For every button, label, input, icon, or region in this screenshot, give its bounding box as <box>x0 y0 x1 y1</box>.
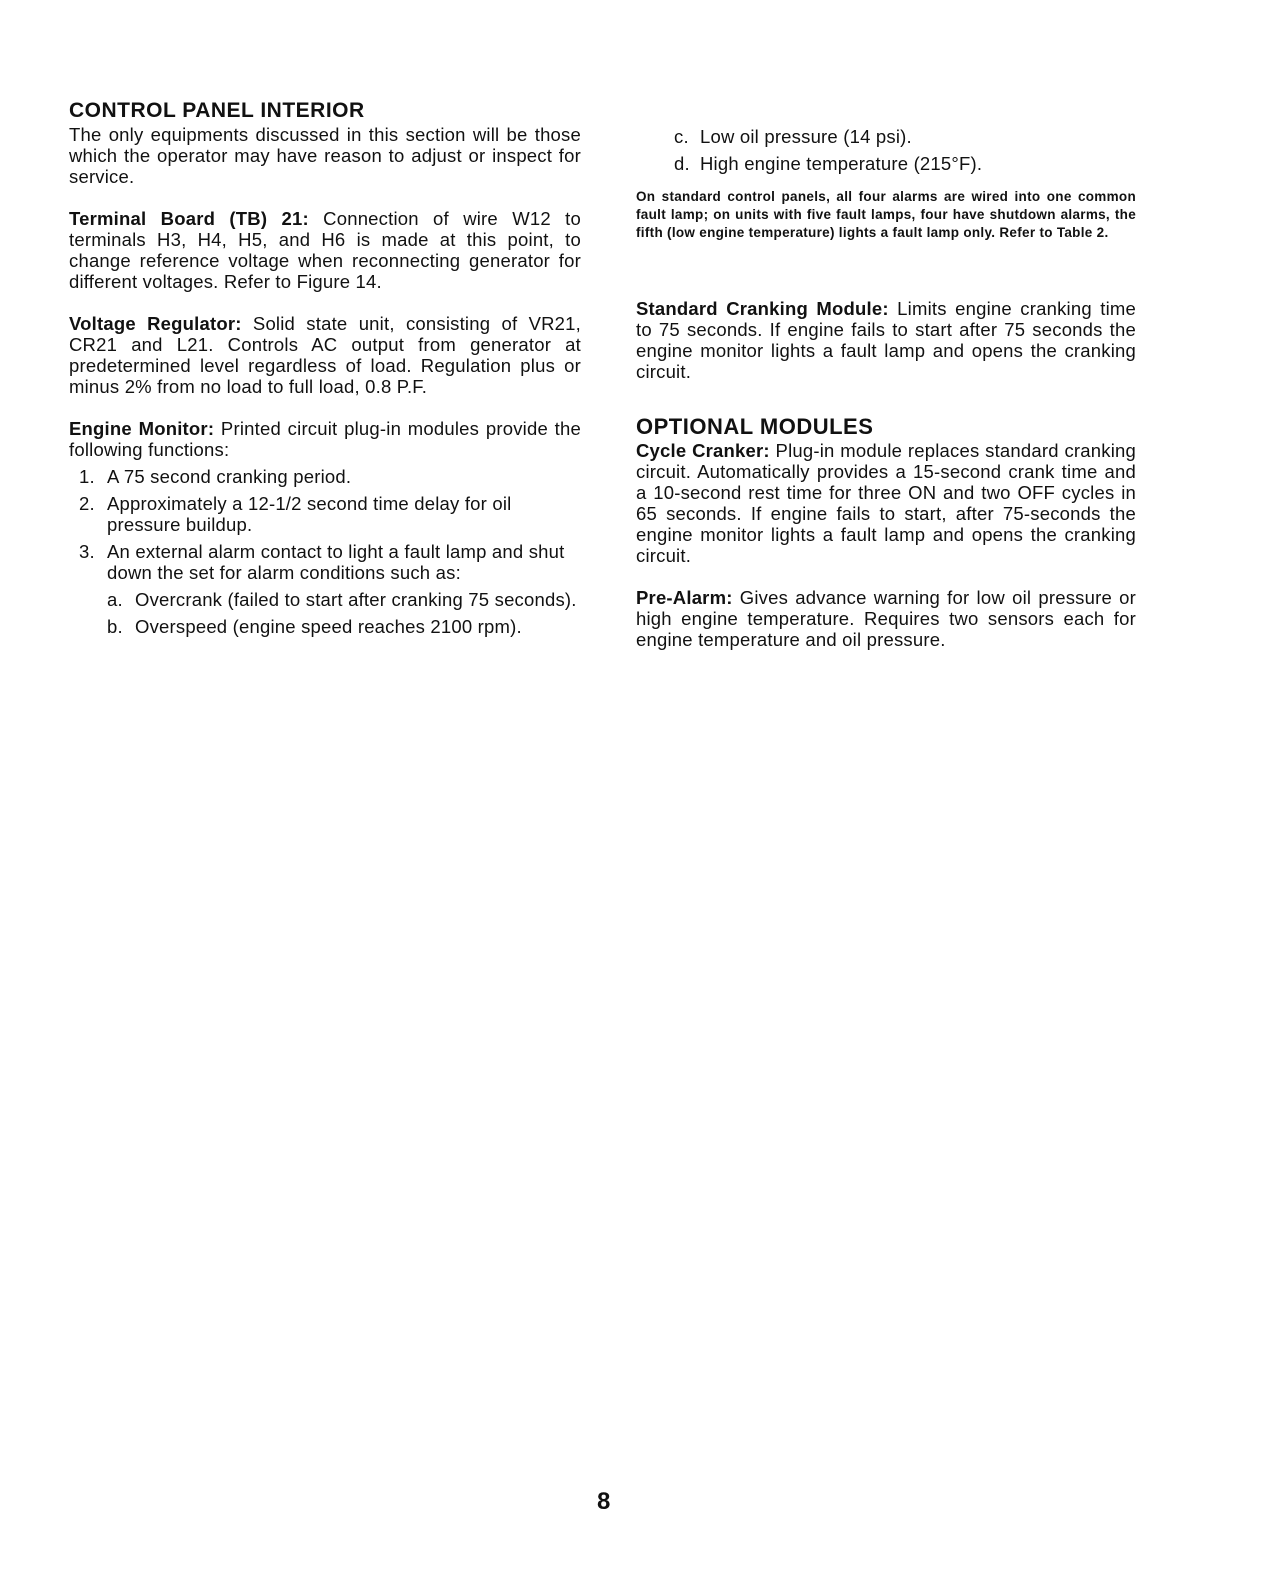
standard-cranking-paragraph <box>636 298 1136 382</box>
list-item-letter: b. <box>107 616 123 637</box>
voltage-regulator-paragraph <box>69 313 581 397</box>
list-item-text: Low oil pressure (14 psi). <box>700 126 912 147</box>
cycle-cranker-label: Cycle Cranker: <box>636 440 770 461</box>
list-item-text: Overcrank (failed to start after cranking 75 seconds). <box>135 589 577 610</box>
engine-monitor-text: Printed circuit plug-in modules provide the following functions: <box>69 418 581 460</box>
terminal-board-label: Terminal Board (TB) 21: <box>69 208 309 229</box>
terminal-board-paragraph <box>69 208 581 292</box>
cycle-cranker-paragraph <box>636 440 1136 566</box>
list-item <box>69 493 581 535</box>
list-item-letter: c. <box>674 126 689 147</box>
list-item <box>69 616 581 637</box>
list-item <box>636 153 1136 174</box>
list-item-text: High engine temperature (215°F). <box>700 153 983 174</box>
pre-alarm-label: Pre-Alarm: <box>636 587 733 608</box>
list-item-text: Approximately a 12-1/2 second time delay for oil pressure buildup. <box>107 493 512 535</box>
list-item-letter: d. <box>674 153 690 174</box>
pre-alarm-text: Gives advance warning for low oil pressure or high engine temperature. Requires two sensors each for engine temperature and oil pressure. <box>636 587 1136 650</box>
engine-monitor-functions <box>69 466 581 637</box>
left-column <box>69 98 581 637</box>
list-item-text: A 75 second cranking period. <box>107 466 352 487</box>
fault-lamp-note: On standard control panels, all four alarms are wired into one common fault lamp; on units with five fault lamps, four have shutdown alarms, the fifth (low engine temperature) lights a fault lamp only. Refer to Table 2. <box>636 189 1136 240</box>
alarm-conditions-continued <box>636 126 1136 174</box>
intro-paragraph: The only equipments discussed in this section will be those which the operator may have reason to adjust or inspect for service. <box>69 124 581 187</box>
list-item <box>69 466 581 487</box>
standard-cranking-text: Limits engine cranking time to 75 seconds. If engine fails to start after 75 seconds the engine monitor lights a fault lamp and opens the cranking circuit. <box>636 298 1136 382</box>
section-heading-control-panel: CONTROL PANEL INTERIOR <box>69 99 365 122</box>
list-item-number: 2. <box>79 493 95 514</box>
voltage-regulator-label: Voltage Regulator: <box>69 313 242 334</box>
engine-monitor-paragraph <box>69 418 581 460</box>
standard-cranking-label: Standard Cranking Module: <box>636 298 889 319</box>
list-item-text: An external alarm contact to light a fault lamp and shut down the set for alarm conditions such as: <box>107 541 565 583</box>
list-item-letter: a. <box>107 589 123 610</box>
page-number: 8 <box>597 1488 611 1515</box>
right-column <box>636 126 1136 650</box>
section-heading-optional-modules: OPTIONAL MODULES <box>636 414 874 439</box>
list-item-text: Overspeed (engine speed reaches 2100 rpm). <box>135 616 522 637</box>
pre-alarm-paragraph <box>636 587 1136 650</box>
list-item <box>69 589 581 610</box>
list-item <box>69 541 581 583</box>
list-item-number: 1. <box>79 466 95 487</box>
cycle-cranker-text: Plug-in module replaces standard cranking circuit. Automatically provides a 15-second crank time and a 10-second rest time for three ON and two OFF cycles in 65 seconds. If engine fails to start, after 75-seconds the engine monitor lights a fault lamp and opens the cranking circuit. <box>636 440 1136 566</box>
engine-monitor-label: Engine Monitor: <box>69 418 215 439</box>
list-item <box>636 126 1136 147</box>
voltage-regulator-text: Solid state unit, consisting of VR21, CR21 and L21. Controls AC output from generator at predetermined level regardless of load. Regulation plus or minus 2% from no load to full load, 0.8 P.F. <box>69 313 581 397</box>
list-item-number: 3. <box>79 541 95 562</box>
terminal-board-text: Connection of wire W12 to terminals H3, H4, H5, and H6 is made at this point, to change reference voltage when reconnecting generator for different voltages. Refer to Figure 14. <box>69 208 581 292</box>
